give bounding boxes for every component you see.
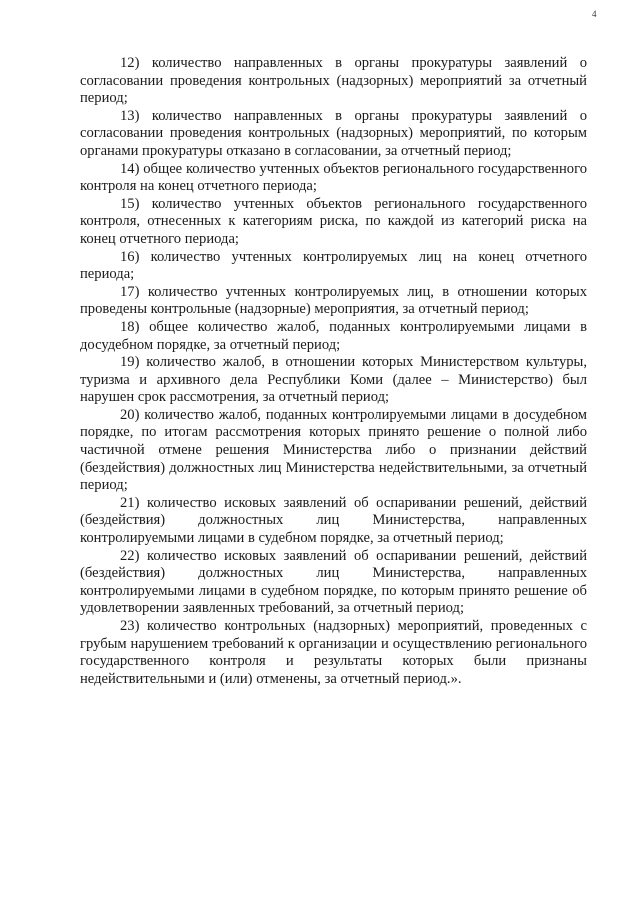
page-number: 4 <box>592 9 597 19</box>
list-item-18: 18) общее количество жалоб, поданных контролируемыми лицами в досудебном порядке, за отчетный период; <box>80 318 587 353</box>
list-item-19: 19) количество жалоб, в отношении которых Министерством культуры, туризма и архивного дела Республики Коми (далее – Министерство) был нарушен срок рассмотрения, за отчетный период; <box>80 354 587 406</box>
list-item-22: 22) количество исковых заявлений об оспаривании решений, действий (бездействия) должностных лиц Министерства, направленных контролируемыми лицами в судебном порядке, по которым принято решение об удовлетворении заявленных требований, за отчетный период; <box>80 547 587 617</box>
list-item-16: 16) количество учтенных контролируемых лиц на конец отчетного периода; <box>80 248 587 283</box>
list-item-23: 23) количество контрольных (надзорных) мероприятий, проведенных с грубым нарушением требований к организации и осуществлению регионального государственного контроля и результаты которых были признаны недействительными и (или) отменены, за отчетный период.». <box>80 618 587 687</box>
list-item-15: 15) количество учтенных объектов регионального государственного контроля, отнесенных к категориям риска, по каждой из категорий риска на конец отчетного периода; <box>80 195 587 247</box>
list-item-20: 20) количество жалоб, поданных контролируемыми лицами в досудебном порядке, по итогам рассмотрения которых принято решение о полной либо частичной отмене решения Министерства либо о признании действий (бездействия) должностных лиц Министерства недействительными, за отчетный период; <box>80 406 587 494</box>
document-body <box>80 55 587 688</box>
list-item-21: 21) количество исковых заявлений об оспаривании решений, действий (бездействия) должностных лиц Министерства, направленных контролируемыми лицами в судебном порядке, за отчетный период; <box>80 494 587 547</box>
list-item-12: 12) количество направленных в органы прокуратуры заявлений о согласовании проведения контрольных (надзорных) мероприятий за отчетный период; <box>80 55 587 107</box>
list-item-13: 13) количество направленных в органы прокуратуры заявлений о согласовании проведения контрольных (надзорных) мероприятий, по которым органами прокуратуры отказано в согласовании, за отчетный период; <box>80 107 587 159</box>
list-item-14: 14) общее количество учтенных объектов регионального государственного контроля на конец отчетного периода; <box>80 160 587 195</box>
list-item-17: 17) количество учтенных контролируемых лиц, в отношении которых проведены контрольные (надзорные) мероприятия, за отчетный период; <box>80 283 587 318</box>
